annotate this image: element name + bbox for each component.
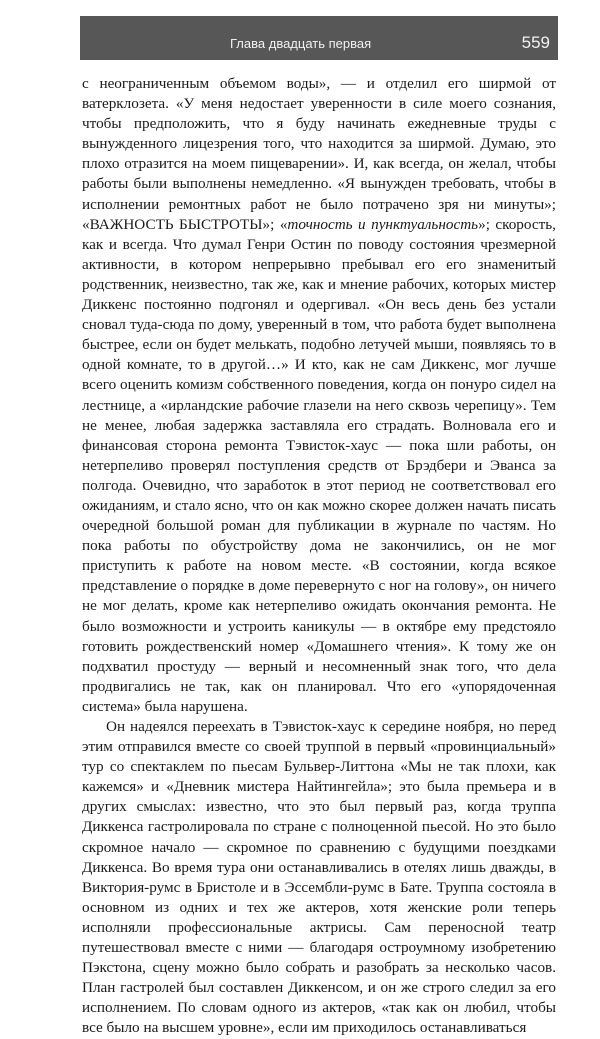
- text-run: »; скорость, как и всегда. Что думал Генри Остин по поводу состояния чрезмерной активности, в котором непрерывно пребывал его его знаменитый родственник, неизвестно, так же, как и мнение рабочих, которых мистер Диккенс постоянно подгонял и одергивал. «Он весь день без устали сновал туда-сюда по дому, уверенный в том, что работа будет выполнена быстрее, если он будет мелькать, подобно летучей мыши, появляясь то в одной комнате, то в другой…» И кто, как не сам Диккенс, мог лучше всего оценить комизм собственного поведения, когда он понуро сидел на лестнице, а «ирландские рабочие глазели на него сквозь черепицу». Тем не менее, любая задержка заставляла его страдать. Волновала его и финансовая сторона ремонта Тэвисток-хаус — пока шли работы, он нетерпеливо проверял поступления средств от Брэдбери и Эванса за полгода. Очевидно, что заработок в этот период не соответствовал его ожиданиям, и стало ясно, что он как можно скорее должен начать писать очередной большой роман для публикации в журнале по частям. Но пока работы по обустройству дома не закончились, он не мог приступить к работе на новом месте. «В состоянии, когда всякое представление о порядке в доме перевернуто с ног на голову», он ничего не мог делать, кроме как нетерпеливо ожидать окончания ремонта. Не было возможности и устроить каникулы — в октябре ему предстояло готовить рождественский номер «Домашнего чтения». К тому же он подхватил простуду — верный и несомненный знак того, что дела продвигались не так, как он планировал. Что его «упорядоченная система» была нарушена.: [82, 215, 556, 715]
- body-text: [82, 74, 556, 1039]
- paragraph-2: [82, 717, 556, 1039]
- text-run: с неограниченным объемом воды», — и отделил его ширмой от ватерклозета. «У меня недостает уверенности в силе моего сознания, чтобы предположить, что я буду начинать ежедневные труды с вынужденного лицезрения того, что находится за ширмой. Думаю, это плохо отразится на моем пищеварении». И, как всегда, он желал, чтобы работы были выполнены немедленно. «Я вынужден требовать, чтобы в исполнении ремонтных работ не было потрачено зря ни минуты»; «ВАЖНОСТЬ БЫСТРОТЫ»; «: [82, 75, 556, 233]
- chapter-title: Глава двадцать первая: [230, 36, 372, 51]
- page-number: 559: [521, 33, 550, 52]
- page-header: [80, 16, 558, 60]
- text-run: Он надеялся переехать в Тэвисток-хаус к середине ноября, но перед этим отправился вместе со своей труппой в первый «провинциальный» тур со спектаклем по пьесам Бульвер-Литтона «Мы не так плохи, как кажемся» и «Дневник мистера Найтингейла»; это была премьера и в других смыслах: известно, что это был первый раз, когда труппа Диккенса гастролировала по стране с полноценной пьесой. Но это было скромное начало — скромное по сравнению с будущими поездками Диккенса. Во время тура они останавливались в отелях лишь дважды, в Виктория-румс в Бристоле и в Эссембли-румс в Бате. Труппа состояла в основном из одних и тех же актеров, хотя женские роли теперь исполняли профессиональные актрисы. Сам переносной театр путешествовал вместе с ними — благодаря остроумному изобретению Пэкстона, сцену можно было собрать и разобрать за несколько часов. План гастролей был составлен Диккенсом, и он же строго следил за его исполнением. По словам одного из актеров, «так как он любил, чтобы все было на высшем уровне», если им приходилось останавливаться: [82, 718, 556, 1037]
- paragraph-1: [82, 74, 556, 717]
- italic-text-run: точность и пунктуальность: [287, 215, 479, 233]
